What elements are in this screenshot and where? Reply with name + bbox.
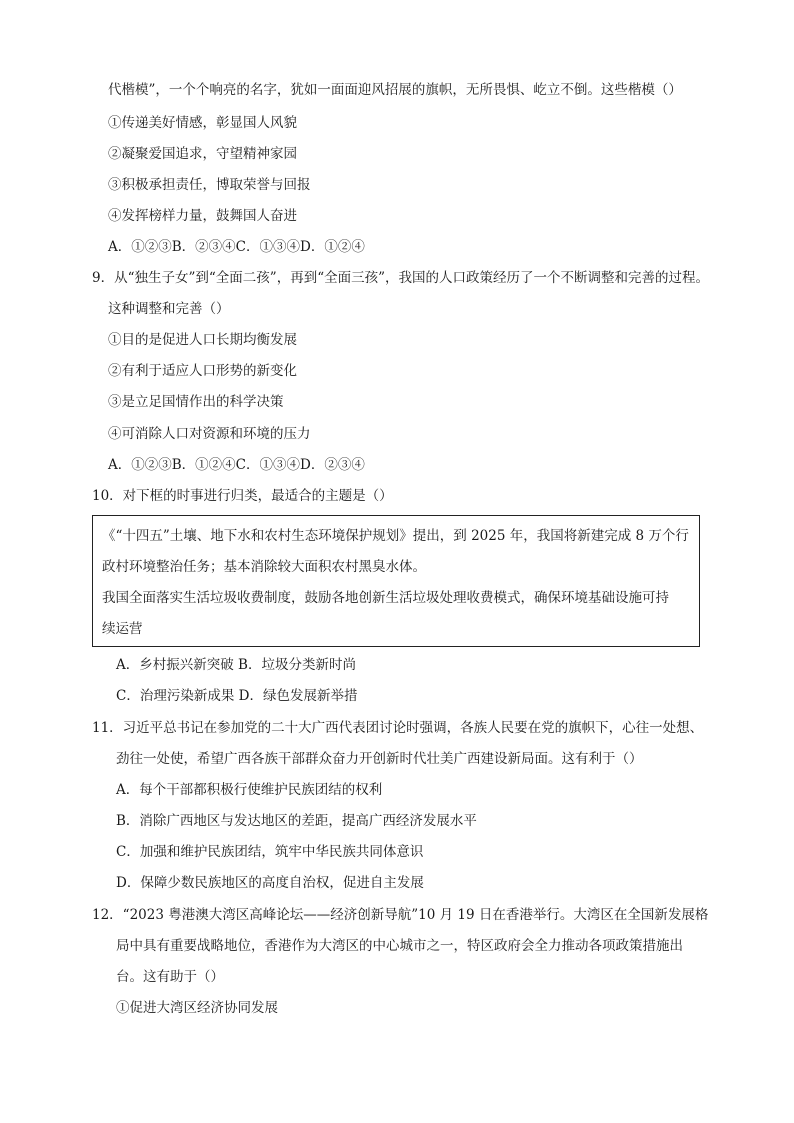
q9-option-2: ②有利于适应人口形势的新变化 <box>108 363 297 379</box>
q11-choice-a: A．每个干部都积极行使维护民族团结的权利 <box>116 782 383 798</box>
q9-option-4: ④可消除人口对资源和环境的压力 <box>108 426 311 442</box>
q11-stem-line-2: 劲往一处使，希望广西各族干部群众奋力开创新时代壮美广西建设新局面。这有利于（） <box>116 751 643 767</box>
q9-option-3: ③是立足国情作出的科学决策 <box>108 394 284 410</box>
q12-option-1: ①促进大湾区经济协同发展 <box>116 1000 278 1016</box>
q12-stem-line-2: 局中具有重要战略地位，香港作为大湾区的中心城市之一，特区政府会全力推动各项政策措施出 <box>116 938 683 954</box>
q11-choice-c: C．加强和维护民族团结，筑牢中华民族共同体意识 <box>116 844 424 860</box>
box-line-4: 续运营 <box>102 621 143 637</box>
q9-stem-line-1: 9．从“独生子女”到“全面二孩”，再到“全面三孩”，我国的人口政策经历了一个不断调整和完善的过程。 <box>92 270 709 286</box>
q8-option-4: ④发挥榜样力量，鼓舞国人奋进 <box>108 208 297 224</box>
q10-choices-cd: C．治理污染新成果 D．绿色发展新举措 <box>116 688 358 704</box>
q8-option-3: ③积极承担责任，博取荣誉与回报 <box>108 177 311 193</box>
q8-choices: A．①②③B．②③④C．①③④D．①②④ <box>108 239 365 255</box>
box-line-2: 政村环境整治任务；基本消除较大面积农村黑臭水体。 <box>102 559 426 575</box>
q11-choice-b: B．消除广西地区与发达地区的差距，提高广西经济发展水平 <box>116 813 477 829</box>
q10-choices-ab: A．乡村振兴新突破 B．垃圾分类新时尚 <box>116 657 356 673</box>
q11-choice-d: D．保障少数民族地区的高度自治权，促进自主发展 <box>116 875 424 891</box>
q11-stem-line-1: 11．习近平总书记在参加党的二十大广西代表团讨论时强调，各族人民要在党的旗帜下，心往一处想、 <box>92 720 704 736</box>
q9-option-1: ①目的是促进人口长期均衡发展 <box>108 332 297 348</box>
box-line-1: 《“十四五”土壤、地下水和农村生态环境保护规划》提出，到 2025 年，我国将新建完成 8 万个行 <box>102 528 689 544</box>
q10-stem: 10．对下框的时事进行归类，最适合的主题是（） <box>92 488 393 504</box>
q9-choices: A．①②③B．①②④C．①③④D．②③④ <box>108 457 365 473</box>
current-affairs-box <box>92 515 700 647</box>
q8-option-2: ②凝聚爱国追求，守望精神家园 <box>108 146 297 162</box>
box-line-3: 我国全面落实生活垃圾收费制度，鼓励各地创新生活垃圾处理收费模式，确保环境基础设施可持 <box>102 590 669 606</box>
q12-stem-line-3: 台。这有助于（） <box>116 969 224 985</box>
q9-stem-line-2: 这种调整和完善（） <box>108 301 230 317</box>
q12-stem-line-1: 12．“2023 粤港澳大湾区高峰论坛——经济创新导航”10 月 19 日在香港举行。大湾区在全国新发展格 <box>92 907 709 923</box>
q8-option-1: ①传递美好情感，彰显国人风貌 <box>108 115 297 131</box>
q8-stem-continued: 代楷模”，一个个响亮的名字，犹如一面面迎风招展的旗帜，无所畏惧、屹立不倒。这些楷模（） <box>108 82 682 98</box>
